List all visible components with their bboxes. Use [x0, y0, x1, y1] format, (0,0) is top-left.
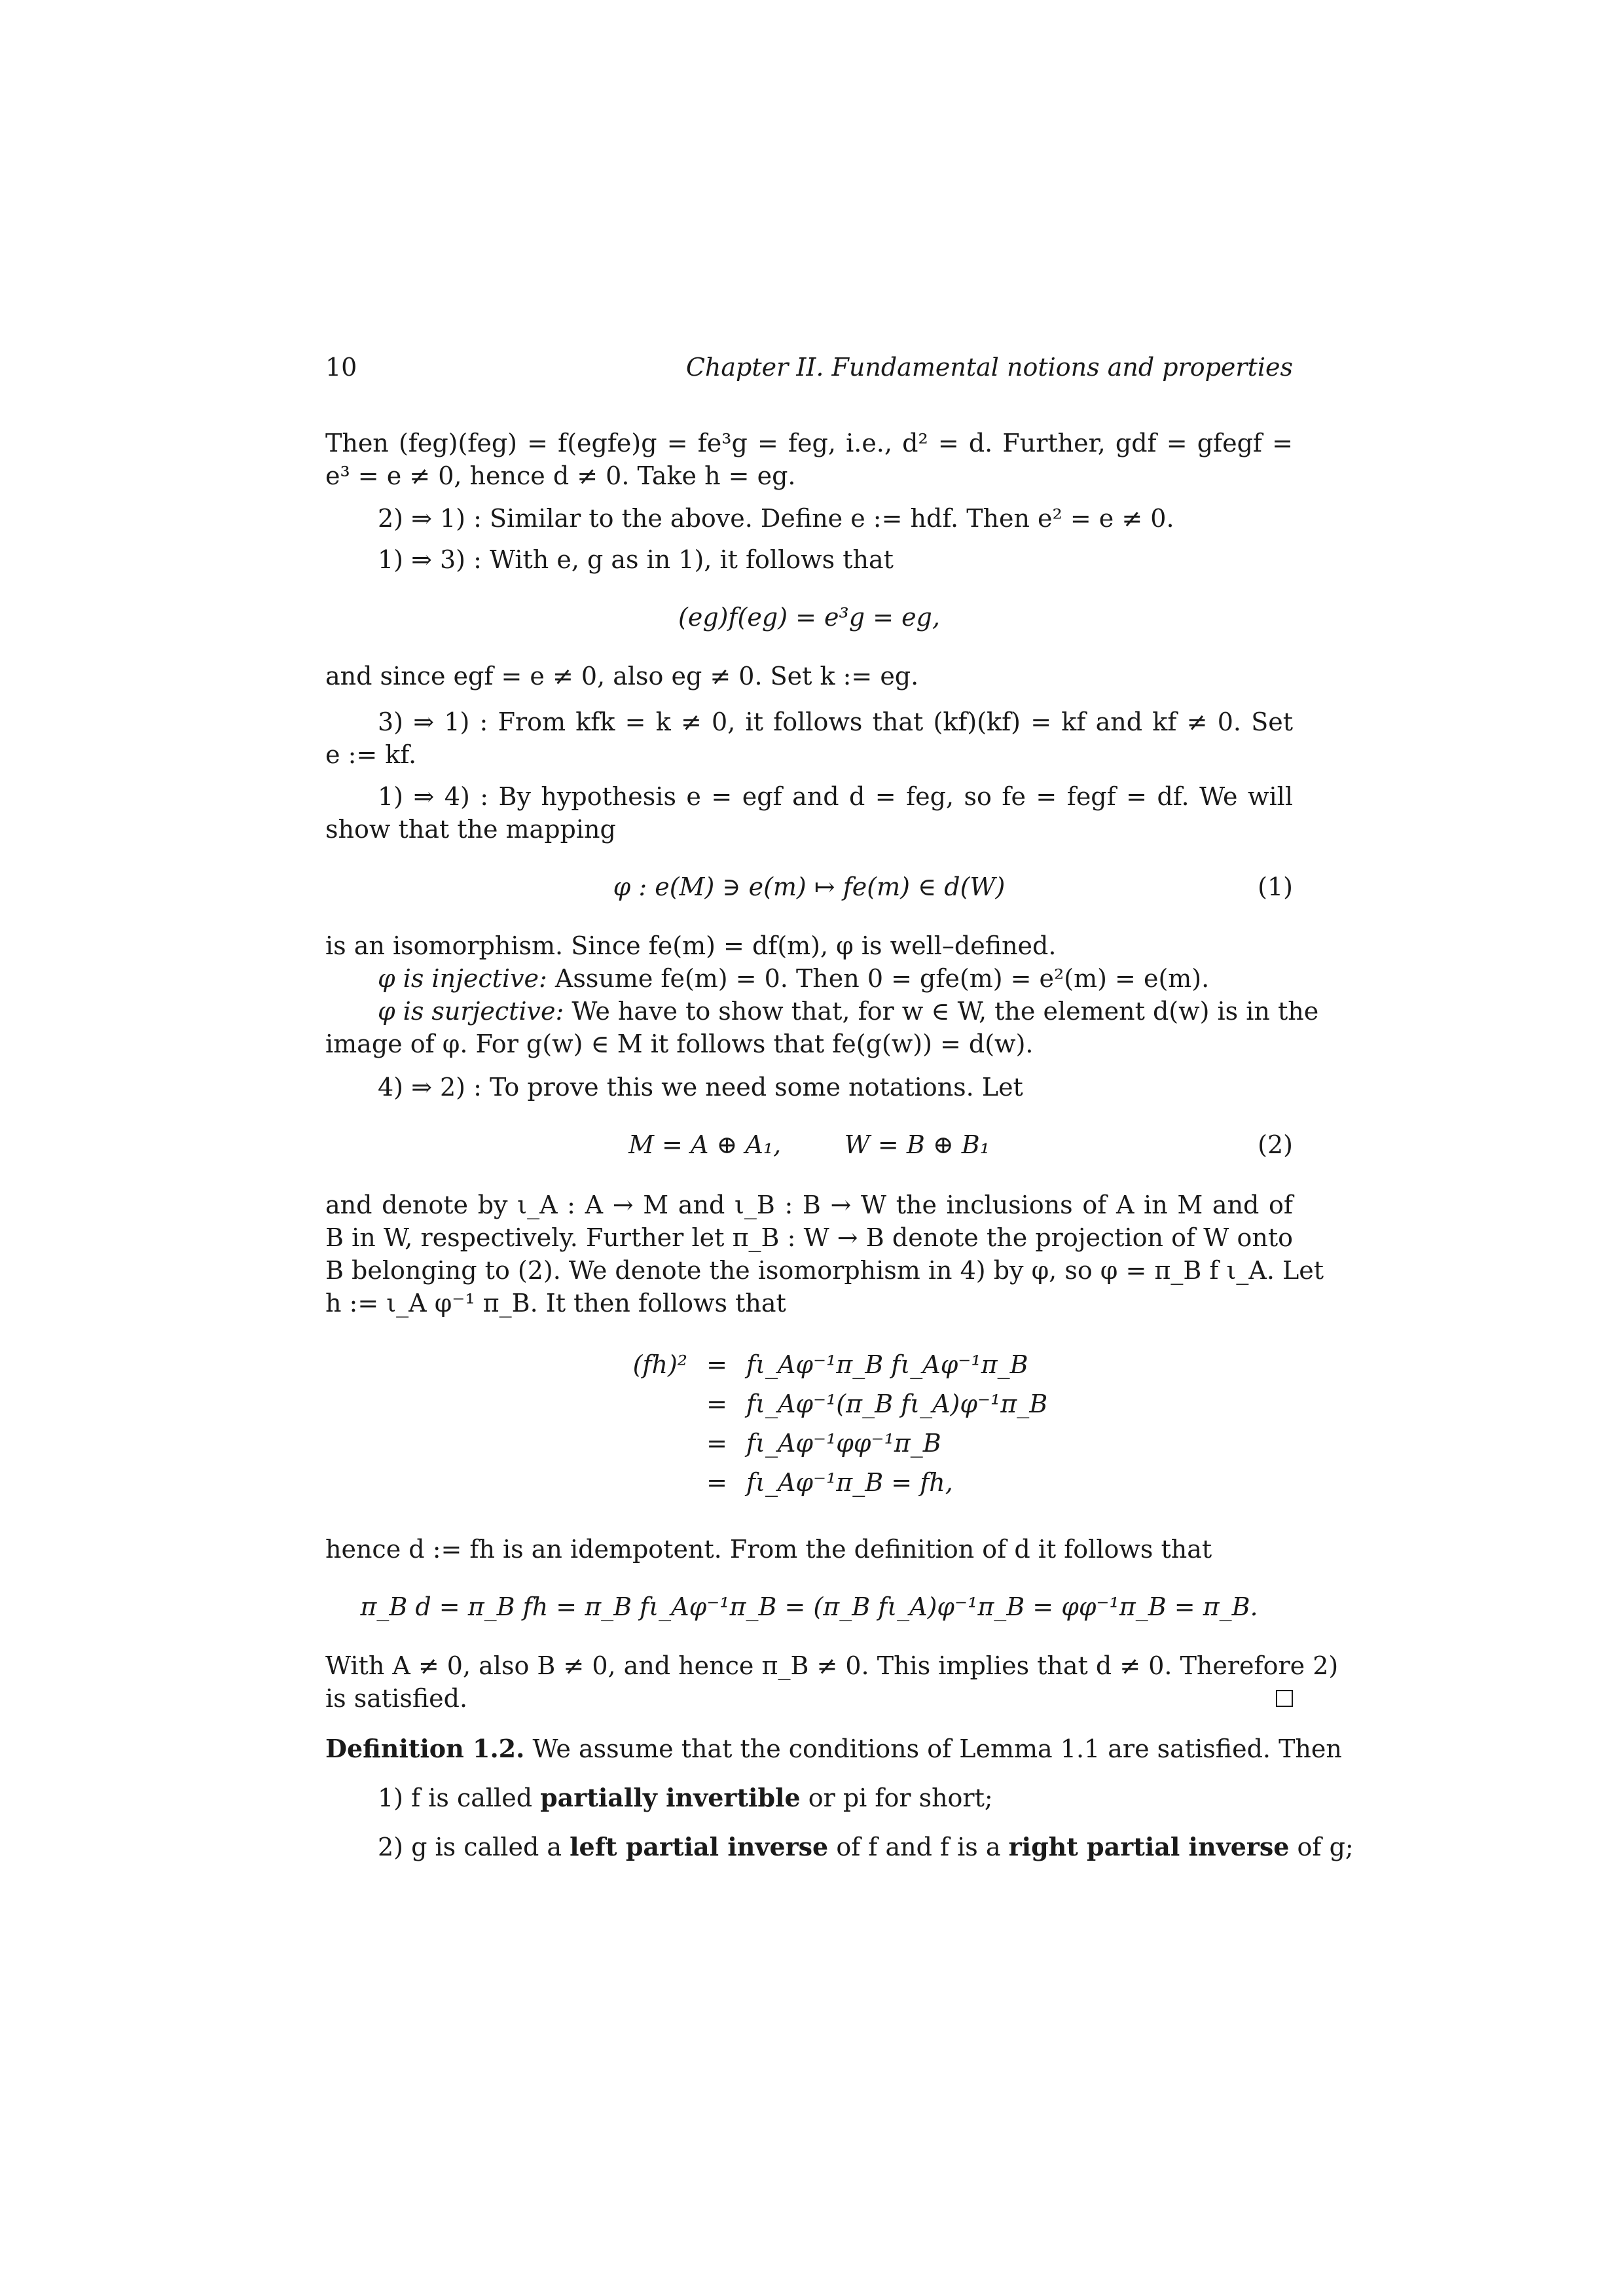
- term-bold: right partial inverse: [1008, 1832, 1290, 1861]
- text-line: [378, 995, 1319, 1028]
- text-line: 1) ⇒ 4) : By hypothesis e = egf and d = feg, so fe = fegf = df. We will: [378, 782, 1293, 811]
- text-line: [325, 1682, 1293, 1715]
- display-equation: (eg)f(eg) = e³g = eg,: [678, 603, 940, 632]
- text-line: e³ = e ≠ 0, hence d ≠ 0. Take h = eg.: [325, 461, 796, 490]
- surjective-label: φ is surjective:: [378, 997, 564, 1026]
- equation-rhs: fι_Aφ⁻¹π_B fι_Aφ⁻¹π_B: [746, 1350, 1028, 1379]
- display-equation: [325, 1128, 1293, 1161]
- text-span: 1) f is called: [378, 1784, 541, 1812]
- text-line: With A ≠ 0, also B ≠ 0, and hence π_B ≠ 0. This implies that d ≠ 0. Therefore 2): [325, 1651, 1339, 1680]
- text-line: h := ι_A φ⁻¹ π_B. It then follows that: [325, 1289, 786, 1318]
- equation-relation: =: [706, 1390, 727, 1418]
- text-line: 2) ⇒ 1) : Similar to the above. Define e := hdf. Then e² = e ≠ 0.: [378, 504, 1174, 533]
- text-line: 3) ⇒ 1) : From kfk = k ≠ 0, it follows that (kf)(kf) = kf and kf ≠ 0. Set: [378, 708, 1293, 736]
- term-bold: partially invertible: [540, 1783, 801, 1812]
- definition-label: Definition 1.2.: [325, 1734, 525, 1763]
- text-line: hence d := fh is an idempotent. From the definition of d it follows that: [325, 1535, 1212, 1564]
- text-line: and denote by ι_A : A → M and ι_B : B → W the inclusions of A in M and of: [325, 1191, 1293, 1219]
- equation-lhs: (fh)²: [632, 1350, 687, 1379]
- equation-row: [589, 1463, 1047, 1502]
- text-span: We assume that the conditions of Lemma 1.1 are satisfied. Then: [524, 1734, 1342, 1763]
- text-line: image of φ. For g(w) ∈ M it follows that fe(g(w)) = d(w).: [325, 1030, 1034, 1058]
- equation-rhs: fι_Aφ⁻¹(π_B fι_A)φ⁻¹π_B: [746, 1390, 1048, 1418]
- equation-relation: =: [706, 1429, 727, 1458]
- equation-array: [589, 1345, 1047, 1502]
- equation-relation: =: [706, 1350, 727, 1379]
- text-span: of f and f is a: [828, 1833, 1009, 1861]
- text-line: [378, 962, 1209, 995]
- equation-rhs: fι_Aφ⁻¹π_B = fh,: [746, 1468, 953, 1497]
- list-item: [378, 1831, 1354, 1863]
- text-line: 1) ⇒ 3) : With e, g as in 1), it follows that: [378, 545, 894, 574]
- text-line: Then (feg)(feg) = f(egfe)g = fe³g = feg, i.e., d² = d. Further, gdf = gfegf =: [325, 429, 1293, 457]
- display-equation: [325, 870, 1293, 903]
- term-bold: left partial inverse: [570, 1832, 829, 1861]
- equation-body: M = A ⊕ A₁, W = B ⊕ B₁: [628, 1130, 990, 1159]
- text-span: Assume fe(m) = 0. Then 0 = gfe(m) = e²(m) = e(m).: [547, 964, 1210, 993]
- text-span: is satisfied.: [325, 1684, 468, 1713]
- running-title: Chapter II. Fundamental notions and properties: [685, 353, 1293, 382]
- qed-square-icon: [1276, 1690, 1293, 1707]
- equation-row: [589, 1384, 1047, 1424]
- text-span: 2) g is called a: [378, 1833, 570, 1861]
- text-line: B belonging to (2). We denote the isomorphism in 4) by φ, so φ = π_B f ι_A. Let: [325, 1256, 1324, 1285]
- text-line: 4) ⇒ 2) : To prove this we need some notations. Let: [378, 1073, 1023, 1102]
- list-item: [378, 1782, 993, 1814]
- page-number: 10: [325, 353, 357, 382]
- injective-label: φ is injective:: [378, 964, 547, 993]
- equation-rhs: fι_Aφ⁻¹φφ⁻¹π_B: [746, 1429, 941, 1458]
- equation-relation: =: [706, 1468, 727, 1497]
- equation-row: [589, 1424, 1047, 1463]
- text-span: of g;: [1289, 1833, 1354, 1861]
- equation-row: [589, 1345, 1047, 1384]
- display-equation: π_B d = π_B fh = π_B fι_Aφ⁻¹π_B = (π_B fι_A)φ⁻¹π_B = φφ⁻¹π_B = π_B.: [360, 1592, 1258, 1621]
- text-line: e := kf.: [325, 740, 417, 769]
- text-line: B in W, respectively. Further let π_B : W → B denote the projection of W onto: [325, 1223, 1293, 1252]
- equation-number: (2): [1258, 1130, 1293, 1159]
- text-span: We have to show that, for w ∈ W, the element d(w) is in the: [564, 997, 1319, 1026]
- text-line: and since egf = e ≠ 0, also eg ≠ 0. Set k := eg.: [325, 662, 919, 691]
- equation-number: (1): [1258, 872, 1293, 901]
- definition-heading: [325, 1732, 1342, 1765]
- text-line: show that the mapping: [325, 815, 616, 844]
- text-span: or pi for short;: [800, 1784, 993, 1812]
- text-line: is an isomorphism. Since fe(m) = df(m), φ is well–defined.: [325, 931, 1057, 960]
- equation-body: φ : e(M) ∋ e(m) ↦ fe(m) ∈ d(W): [613, 872, 1006, 901]
